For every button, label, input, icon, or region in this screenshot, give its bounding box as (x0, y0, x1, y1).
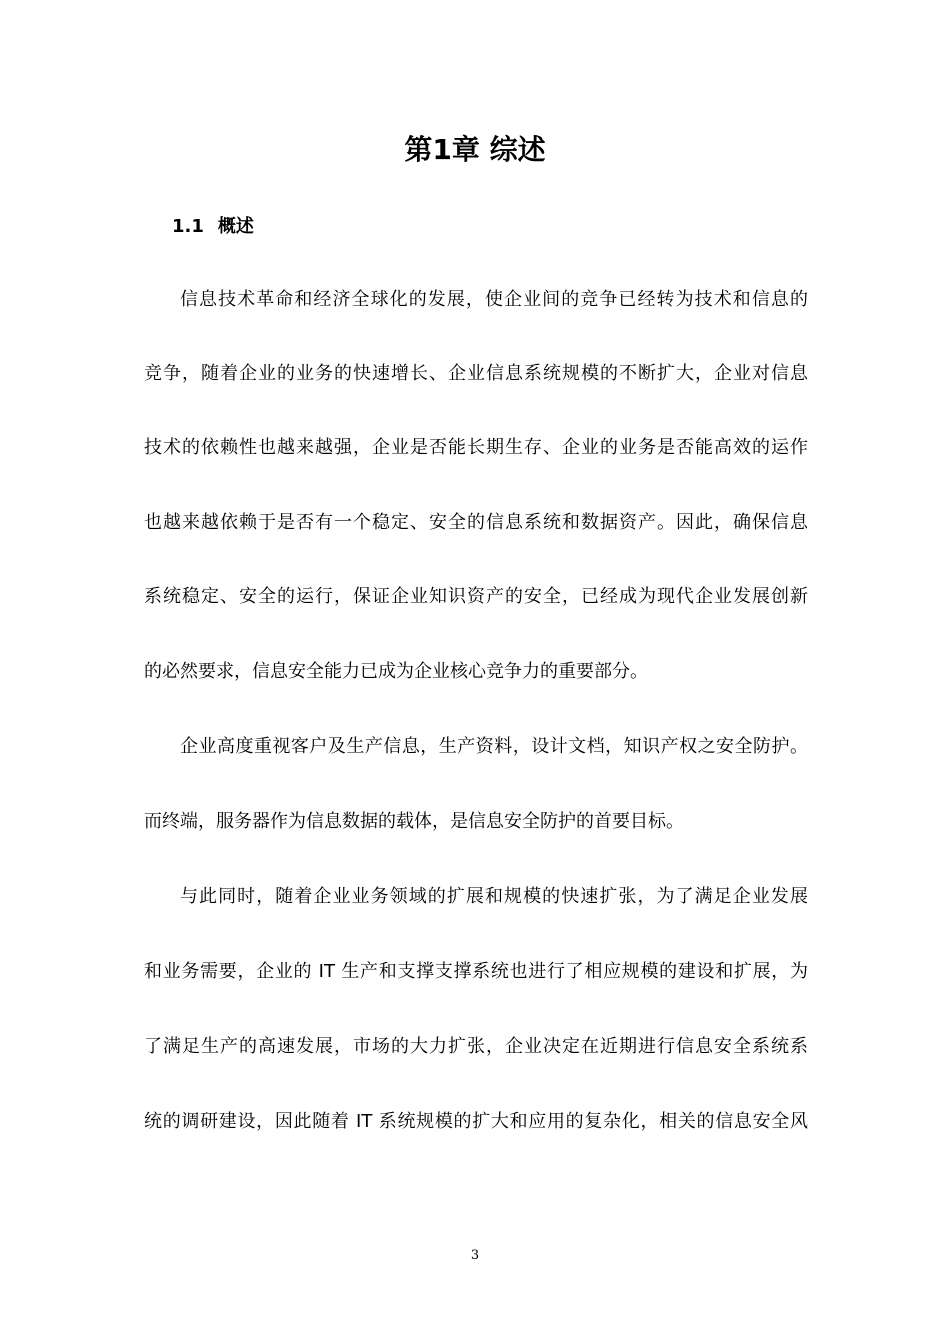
paragraph-1-line-1: 信息技术革命和经济全球化的发展，使企业间的竞争已经转为技术和信息的 (180, 289, 808, 310)
section-title: 概述 (217, 216, 254, 237)
paragraph-1-line-5: 系统稳定、安全的运行，保证企业知识资产的安全，已经成为现代企业发展创新 (144, 586, 808, 607)
paragraph-2-line-2: 而终端，服务器作为信息数据的载体，是信息安全防护的首要目标。 (144, 811, 684, 832)
paragraph-1-line-6: 的必然要求，信息安全能力已成为企业核心竞争力的重要部分。 (144, 661, 648, 682)
paragraph-3-line-4: 统的调研建设，因此随着 IT 系统规模的扩大和应用的复杂化，相关的信息安全风 (144, 1111, 808, 1132)
paragraph-1-line-4: 也越来越依赖于是否有一个稳定、安全的信息系统和数据资产。因此，确保信息 (144, 512, 808, 533)
section-number: 1.1 (172, 216, 204, 237)
chapter-title: 第1章 综述 (404, 133, 546, 166)
section-heading (172, 212, 254, 242)
page-number: 3 (470, 1248, 480, 1263)
paragraph-3-line-3: 了满足生产的高速发展，市场的大力扩张，企业决定在近期进行信息安全系统系 (144, 1036, 808, 1057)
paragraph-1-line-2: 竞争，随着企业的业务的快速增长、企业信息系统规模的不断扩大，企业对信息 (144, 363, 808, 384)
paragraph-1-line-3: 技术的依赖性也越来越强，企业是否能长期生存、企业的业务是否能高效的运作 (144, 437, 808, 458)
paragraph-2-line-1: 企业高度重视客户及生产信息，生产资料，设计文档，知识产权之安全防护。 (180, 736, 808, 757)
paragraph-3-line-1: 与此同时，随着企业业务领域的扩展和规模的快速扩张，为了满足企业发展 (180, 886, 808, 907)
paragraph-3-line-2: 和业务需要，企业的 IT 生产和支撑支撑系统也进行了相应规模的建设和扩展，为 (144, 961, 808, 982)
